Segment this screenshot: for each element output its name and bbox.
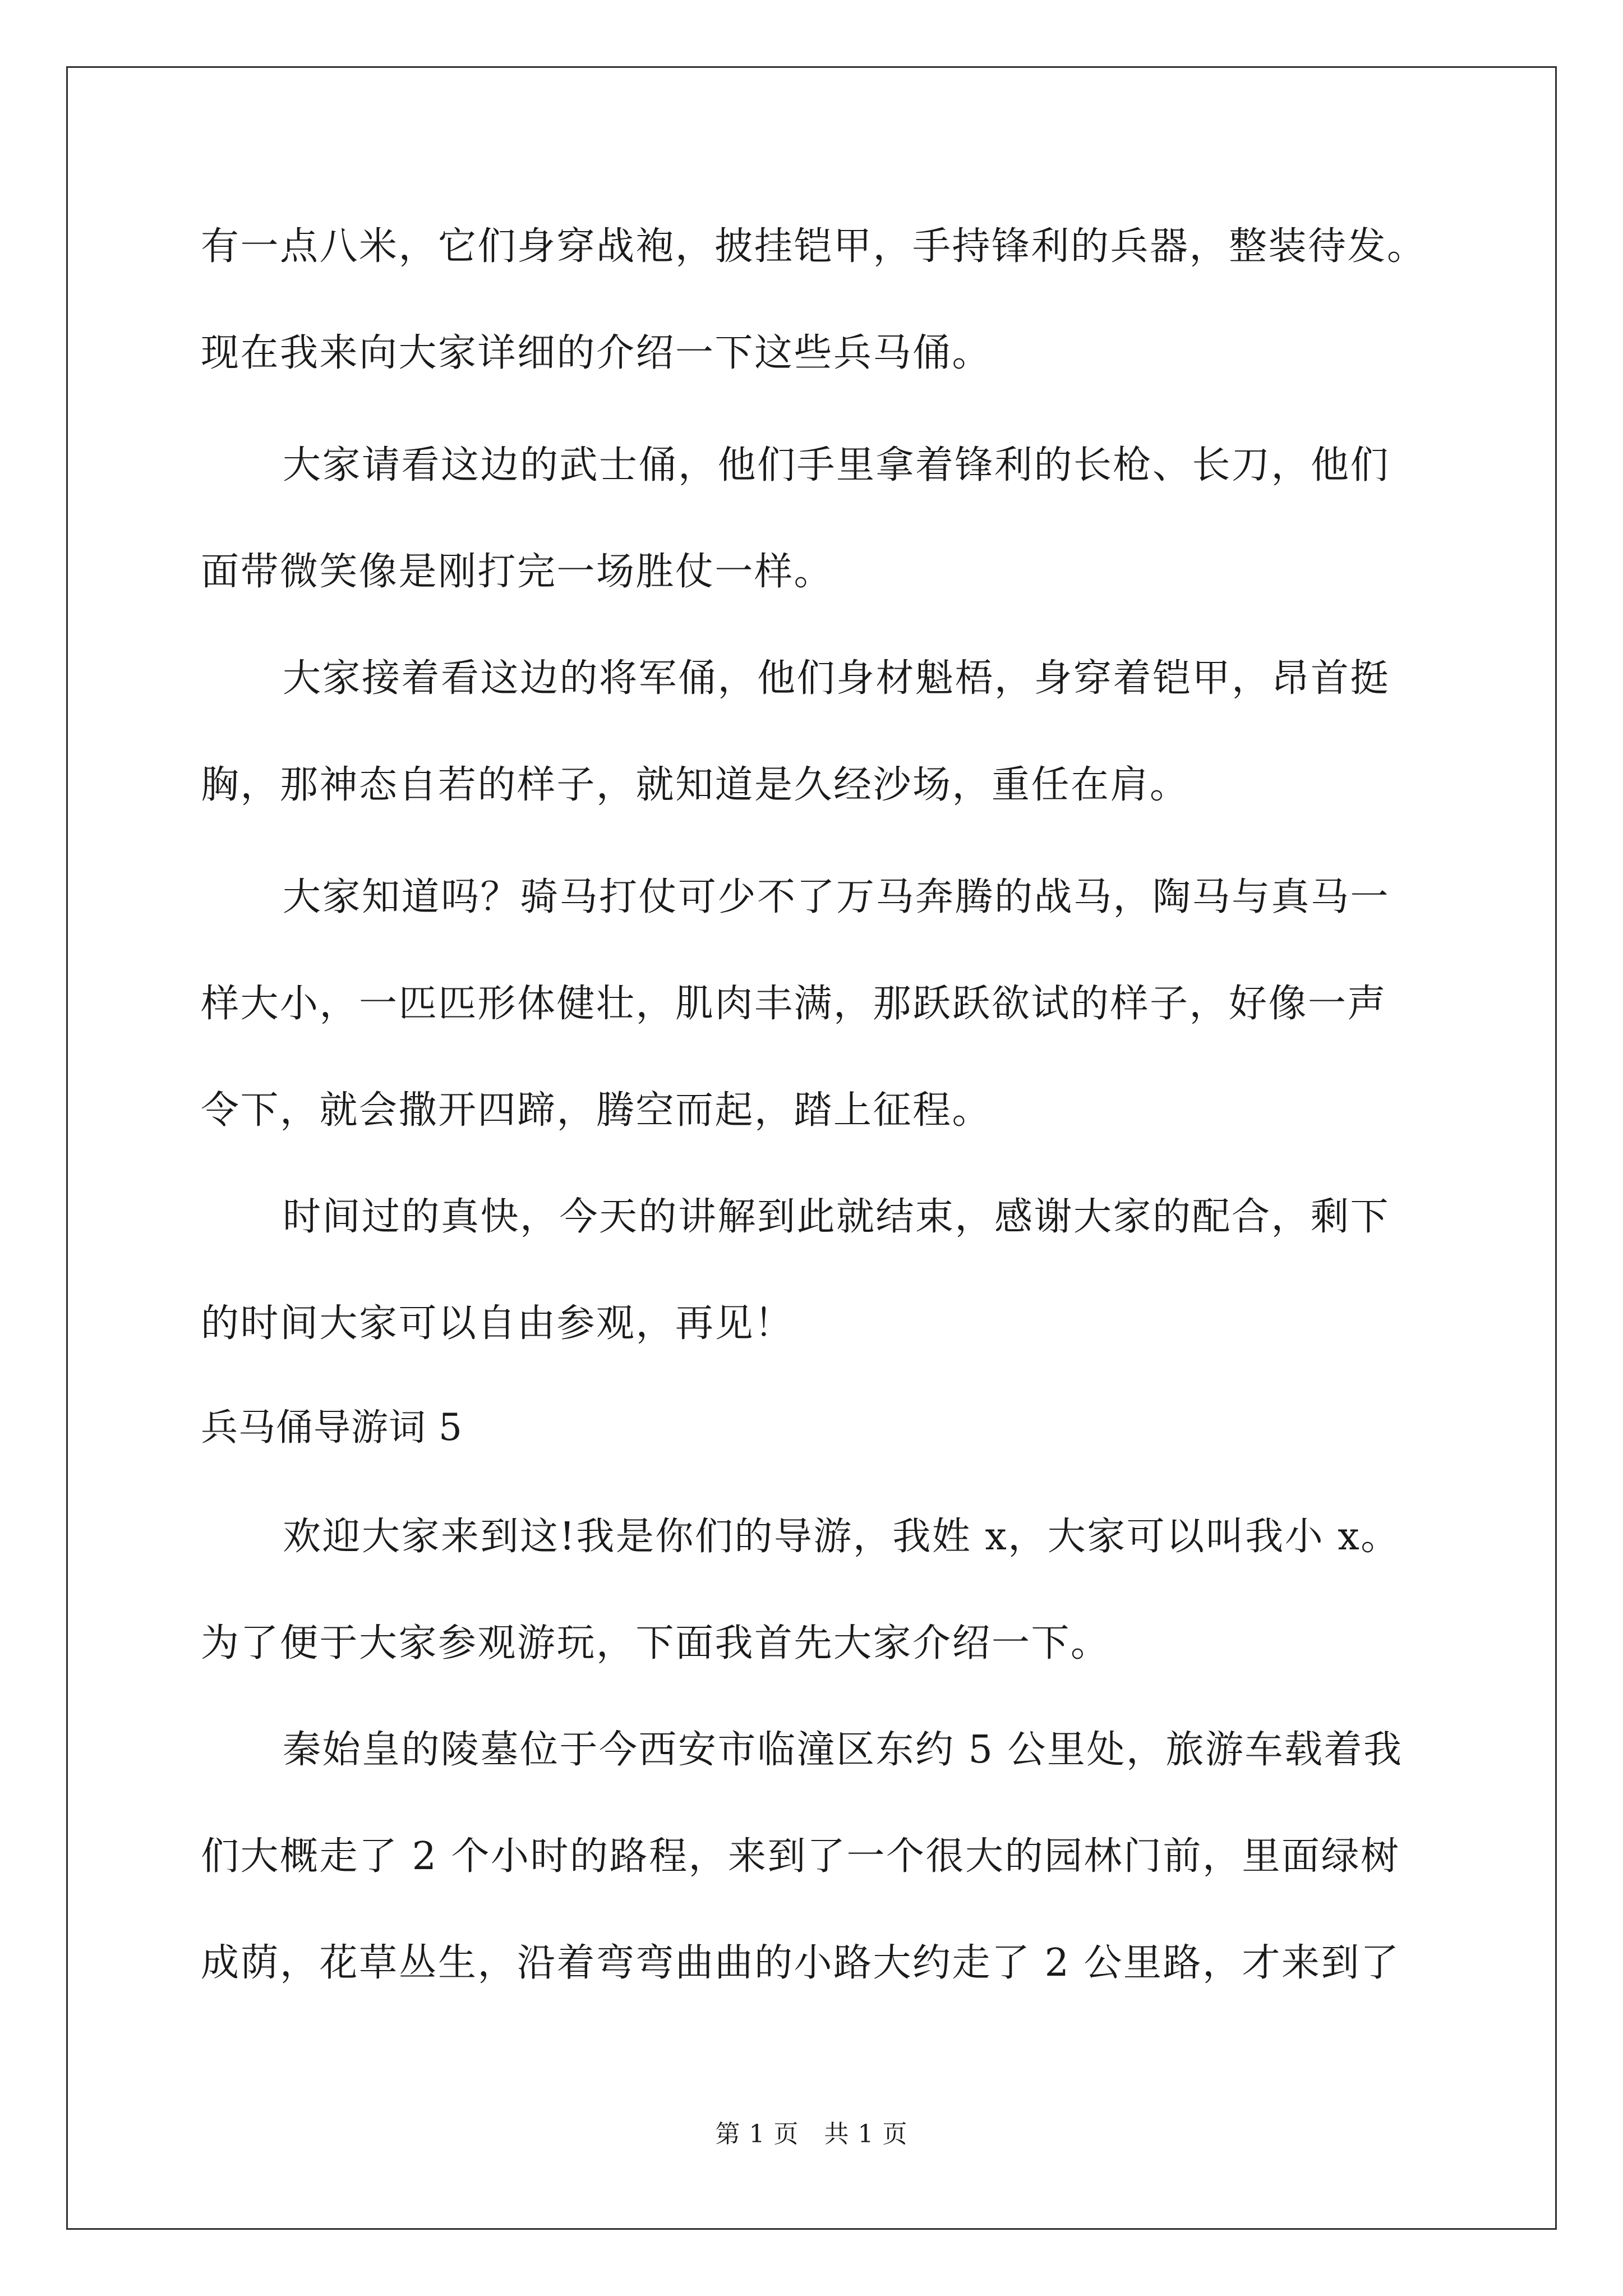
paragraph-6-line-2: 为了便于大家参观游玩，下面我首先大家介绍一下。: [201, 1621, 1110, 1665]
paragraph-1-line-2: 现在我来向大家详细的介绍一下这些兵马俑。: [201, 331, 992, 375]
paragraph-5-line-2: 的时间大家可以自由参观，再见！: [201, 1301, 794, 1346]
paragraph-4-line-2: 样大小，一匹匹形体健壮，肌肉丰满，那跃跃欲试的样子，好像一声: [201, 982, 1387, 1026]
paragraph-2-line-2: 面带微笑像是刚打完一场胜仗一样。: [201, 550, 834, 594]
paragraph-3-line-2: 胸，那神态自若的样子，就知道是久经沙场，重任在肩。: [201, 763, 1189, 807]
paragraph-7-line-2: 们大概走了 2 个小时的路程，来到了一个很大的园林门前，里面绿树: [201, 1834, 1400, 1879]
page-border: [66, 66, 1557, 2230]
paragraph-7-line-1: 秦始皇的陵墓位于今西安市临潼区东约 5 公里处，旅游车载着我: [283, 1728, 1403, 1772]
page-footer: 第 1 页 共 1 页: [715, 2120, 908, 2148]
paragraph-2-line-1: 大家请看这边的武士俑，他们手里拿着锋利的长枪、长刀，他们: [283, 443, 1390, 487]
paragraph-1-line-1: 有一点八米，它们身穿战袍，披挂铠甲，手持锋利的兵器，整装待发。: [201, 224, 1427, 269]
paragraph-4-line-1: 大家知道吗？骑马打仗可少不了万马奔腾的战马，陶马与真马一: [283, 875, 1390, 919]
paragraph-7-line-3: 成荫，花草丛生，沿着弯弯曲曲的小路大约走了 2 公里路，才来到了: [201, 1941, 1400, 1985]
paragraph-3-line-1: 大家接着看这边的将军俑，他们身材魁梧，身穿着铠甲，昂首挺: [283, 656, 1390, 701]
paragraph-5-line-1: 时间过的真快，今天的讲解到此就结束，感谢大家的配合，剩下: [283, 1195, 1390, 1239]
paragraph-4-line-3: 令下，就会撒开四蹄，腾空而起，踏上征程。: [201, 1088, 992, 1133]
paragraph-6-line-1: 欢迎大家来到这!我是你们的导游，我姓 x，大家可以叫我小 x。: [283, 1515, 1400, 1559]
section-title: 兵马俑导游词 5: [201, 1406, 463, 1449]
